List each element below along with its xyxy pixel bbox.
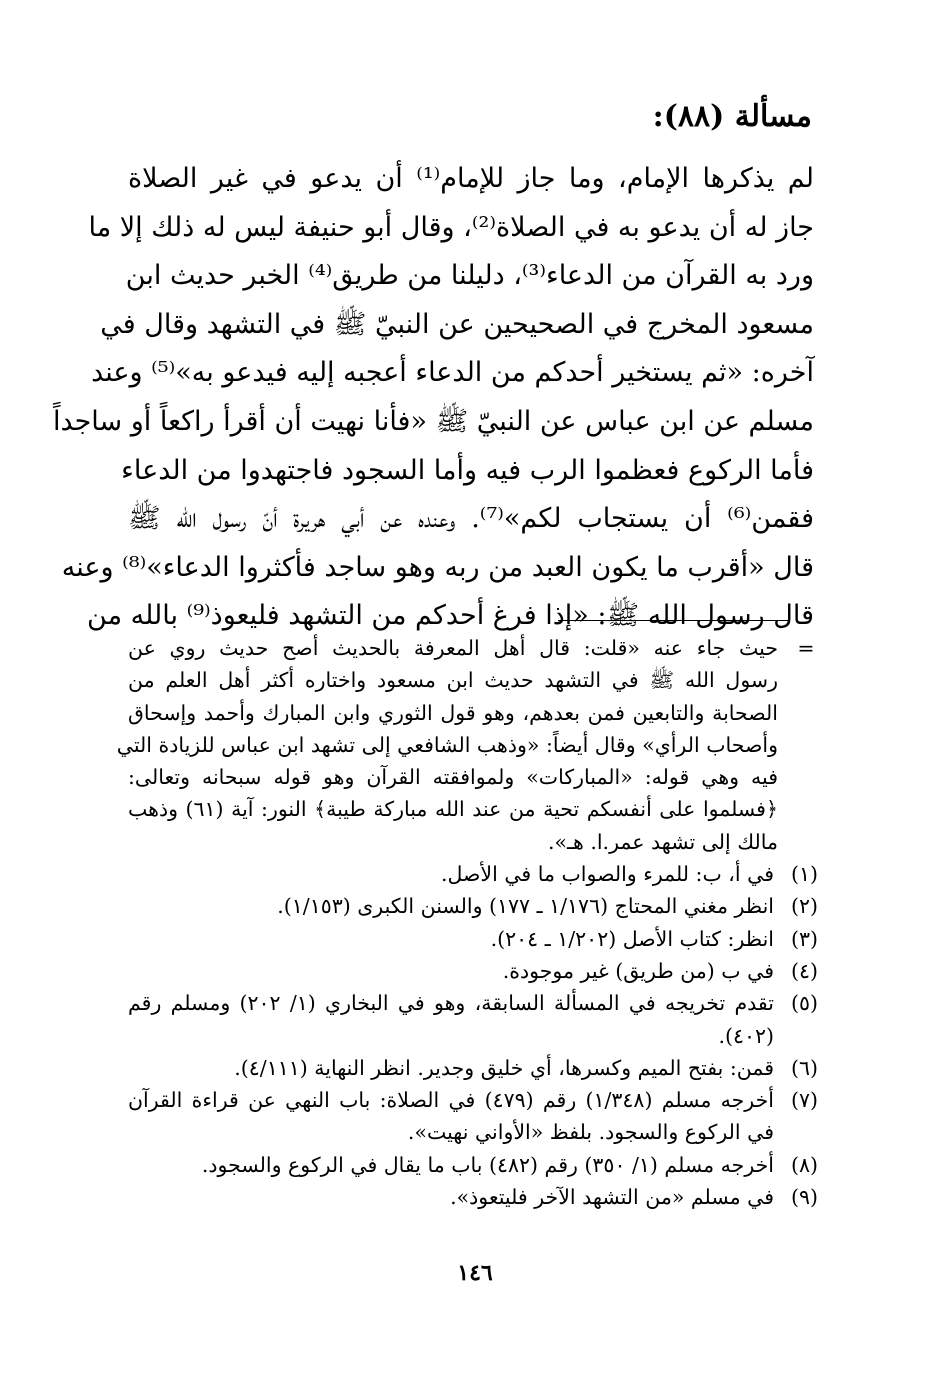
body-line: آخره: «ثم يستخير أحدكم من الدعاء أعجبه إليه فيدعو به»⁽⁵⁾ وعند bbox=[91, 357, 814, 389]
footnote-line: حيث جاء عنه «قلت: قال أهل المعرفة بالحديث أصح حديث روي عن bbox=[128, 636, 778, 660]
section-heading: مسألة (٨٨): bbox=[652, 99, 812, 134]
footnote-line: أخرجه مسلم (١/ ٣٥٠) رقم (٤٨٢) باب ما يقال في الركوع والسجود. bbox=[201, 1152, 774, 1177]
footnote-line: ﴿فسلموا على أنفسكم تحية من عند الله مباركة طيبة﴾ النور: آية (٦١) وذهب bbox=[128, 797, 778, 822]
footnote-line: في مسلم «من التشهد الآخر فليتعوذ». bbox=[450, 1185, 774, 1210]
body-line: مسلم عن ابن عباس عن النبيّ ﷺ «فأنا نهيت أن أقرأ راكعاً أو ساجداً bbox=[52, 405, 814, 437]
body-line: قال «أقرب ما يكون العبد من ربه وهو ساجد فأكثروا الدعاء»⁽⁸⁾ وعنه bbox=[61, 551, 814, 583]
footnote-line: (٤٠٢). bbox=[718, 1023, 774, 1048]
body-text bbox=[52, 155, 815, 641]
footnote bbox=[128, 955, 818, 987]
page-number: ١٤٦ bbox=[457, 1260, 493, 1286]
footnote-number: (٥) bbox=[790, 991, 818, 1016]
footnote bbox=[128, 1181, 818, 1213]
footnote-number: (١) bbox=[790, 862, 818, 887]
footnote-separator bbox=[558, 620, 790, 621]
footnote-line: الصحابة والتابعين فمن بعدهم، وهو قول الثوري وابن المبارك وأحمد وإسحاق bbox=[128, 700, 778, 725]
footnote-line: أخرجه مسلم (١/٣٤٨) رقم (٤٧٩) في الصلاة: باب النهي عن قراءة القرآن bbox=[128, 1088, 774, 1113]
footnote-line: تقدم تخريجه في المسألة السابقة، وهو في البخاري (١/ ٢٠٢) ومسلم رقم bbox=[128, 991, 774, 1016]
footnotes bbox=[116, 632, 818, 1213]
footnote-number: (٧) bbox=[790, 1088, 818, 1113]
footnote-line: في ب (من طريق) غير موجودة. bbox=[502, 958, 774, 983]
body-line: جاز له أن يدعو به في الصلاة⁽²⁾، وقال أبو حنيفة ليس له ذلك إلا ما bbox=[88, 211, 814, 243]
footnote-line: رسول الله ﷺ في التشهد حديث ابن مسعود واختاره أكثر أهل العلم من bbox=[128, 668, 778, 693]
footnote-continuation bbox=[116, 632, 818, 858]
footnote-line: في الركوع والسجود. بلفظ «الأواني نهيت». bbox=[407, 1120, 774, 1145]
footnote bbox=[128, 1052, 818, 1084]
footnote-line: وأصحاب الرأي» وقال أيضاً: «وذهب الشافعي إلى تشهد ابن عباس للزيادة التي bbox=[116, 732, 778, 757]
footnote-number: (٤) bbox=[790, 958, 818, 983]
footnote bbox=[128, 1084, 818, 1149]
body-line: فأما الركوع فعظموا الرب فيه وأما السجود فاجتهدوا من الدعاء bbox=[121, 454, 814, 486]
body-line: قال رسول الله ﷺ: «إذا فرغ أحدكم من التشهد فليعوذ⁽⁹⁾ بالله من bbox=[87, 600, 814, 632]
footnote-number: (٩) bbox=[790, 1185, 818, 1210]
footnote-line: في أ، ب: للمرء والصواب ما في الأصل. bbox=[440, 862, 774, 887]
footnote bbox=[128, 987, 818, 1052]
footnote-line: قمن: بفتح الميم وكسرها، أي خليق وجدير. انظر النهاية (٤/١١١). bbox=[234, 1055, 774, 1080]
footnote bbox=[128, 1149, 818, 1181]
footnote-number: (٦) bbox=[790, 1055, 818, 1080]
footnote-line: انظر: كتاب الأصل (١/٢٠٢ ـ ٢٠٤). bbox=[490, 926, 774, 951]
body-line: لم يذكرها الإمام، وما جاز للإمام⁽¹⁾ أن يدعو في غير الصلاة bbox=[128, 163, 815, 194]
footnote bbox=[128, 858, 818, 890]
body-line: مسعود المخرج في الصحيحين عن النبيّ ﷺ في التشهد وقال في bbox=[100, 308, 814, 340]
continuation-mark: = bbox=[797, 636, 815, 660]
footnote-number: (٢) bbox=[790, 894, 818, 919]
footnote bbox=[128, 923, 818, 955]
body-line: ورد به القرآن من الدعاء⁽³⁾، دليلنا من طريق⁽⁴⁾ الخبر حديث ابن bbox=[125, 260, 814, 292]
footnote-line: مالك إلى تشهد عمر.ا. هـ». bbox=[547, 829, 778, 854]
footnote-number: (٨) bbox=[790, 1152, 818, 1177]
footnote bbox=[128, 890, 818, 922]
body-line: فقمن⁽⁶⁾ أن يستجاب لكم»⁽⁷⁾. وعنده عن أبي هريرة أنّ رسول الله ﷺ bbox=[128, 503, 814, 535]
footnote-line: فيه وهي قوله: «المباركات» ولموافقته القرآن وهو قوله سبحانه وتعالى: bbox=[128, 765, 778, 790]
footnote-number: (٣) bbox=[790, 926, 818, 951]
footnote-line: انظر مغني المحتاج (١/١٧٦ ـ ١٧٧) والسنن الكبرى (١/١٥٣). bbox=[277, 894, 774, 919]
